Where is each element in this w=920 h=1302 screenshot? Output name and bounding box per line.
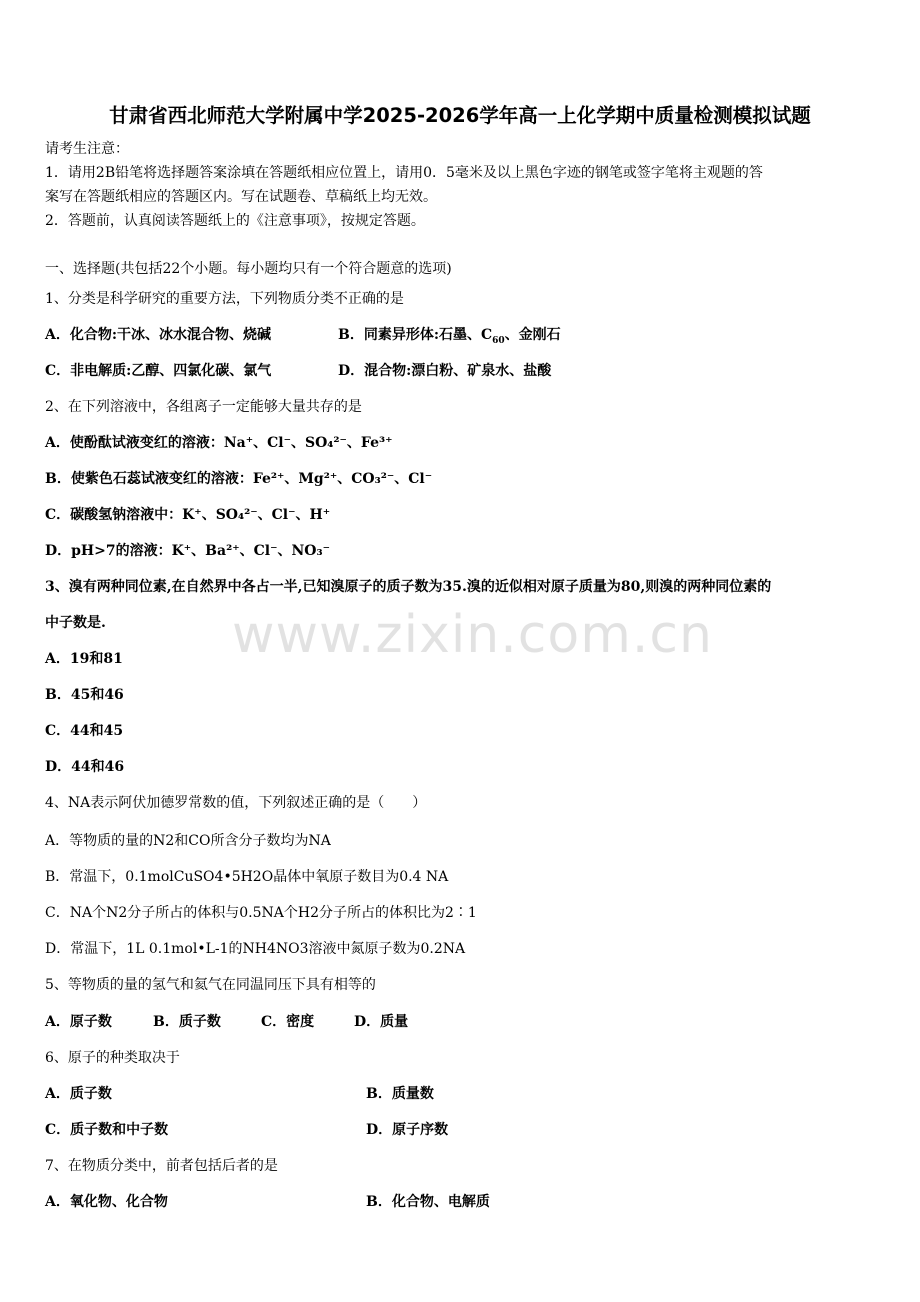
question-3-option-d: D．44和46 xyxy=(45,759,125,775)
notice-item-1-line-1: 1．请用2B铅笔将选择题答案涂填在答题纸相应位置上，请用0．5毫米及以上黑色字迹的钢笔或签字笔将主观题的答 xyxy=(45,165,763,181)
question-3-stem-line-2: 中子数是. xyxy=(45,615,106,631)
question-5-option-d: D．质量 xyxy=(354,1014,409,1030)
question-2-option-a: A．使酚酞试液变红的溶液：Na⁺、Cl⁻、SO₄²⁻、Fe³⁺ xyxy=(45,435,393,451)
question-2-option-b: B．使紫色石蕊试液变红的溶液：Fe²⁺、Mg²⁺、CO₃²⁻、Cl⁻ xyxy=(45,471,433,487)
question-1-option-b-text: B．同素异形体:石墨、C xyxy=(338,327,493,343)
question-5-option-a: A．原子数 xyxy=(45,1014,112,1030)
question-1-option-b xyxy=(338,326,561,344)
question-7-option-b: B．化合物、电解质 xyxy=(366,1194,490,1210)
question-3-option-c: C．44和45 xyxy=(45,723,124,739)
question-3-option-b: B．45和46 xyxy=(45,687,124,703)
question-6-option-b: B．质量数 xyxy=(366,1086,434,1102)
question-5-option-c: C．密度 xyxy=(261,1014,315,1030)
question-6-option-c: C．质子数和中子数 xyxy=(45,1122,169,1138)
question-6-option-a: A．质子数 xyxy=(45,1086,112,1102)
question-5-stem: 5、等物质的量的氢气和氦气在同温同压下具有相等的 xyxy=(45,977,376,993)
watermark: www.zixin.com.cn xyxy=(232,605,713,665)
question-4-stem: 4、NA表示阿伏加德罗常数的值，下列叙述正确的是（ ） xyxy=(45,795,427,811)
question-4-option-b: B．常温下，0.1molCuSO4•5H2O晶体中氧原子数目为0.4 NA xyxy=(45,869,449,885)
question-1-option-c: C．非电解质:乙醇、四氯化碳、氯气 xyxy=(45,363,272,379)
notice-item-1-line-2: 案写在答题纸相应的答题区内。写在试题卷、草稿纸上均无效。 xyxy=(45,189,437,205)
question-6-stem: 6、原子的种类取决于 xyxy=(45,1050,180,1066)
question-7-option-a: A．氧化物、化合物 xyxy=(45,1194,168,1210)
question-4-option-a: A．等物质的量的N2和CO所含分子数均为NA xyxy=(45,833,331,849)
question-6-option-d: D．原子序数 xyxy=(366,1122,449,1138)
question-2-stem: 2、在下列溶液中，各组离子一定能够大量共存的是 xyxy=(45,399,362,415)
question-5-option-b: B．质子数 xyxy=(153,1014,221,1030)
notice-item-2: 2．答题前，认真阅读答题纸上的《注意事项》，按规定答题。 xyxy=(45,213,425,229)
exam-title: 甘肃省西北师范大学附属中学2025-2026学年高一上化学期中质量检测模拟试题 xyxy=(109,104,811,127)
question-1-option-b-tail: 、金刚石 xyxy=(504,327,561,343)
question-2-option-d: D．pH>7的溶液：K⁺、Ba²⁺、Cl⁻、NO₃⁻ xyxy=(45,543,330,559)
question-1-option-a: A．化合物:干冰、冰水混合物、烧碱 xyxy=(45,327,272,343)
question-1-option-d: D．混合物:漂白粉、矿泉水、盐酸 xyxy=(338,363,552,379)
question-3-stem-line-1: 3、溴有两种同位素,在自然界中各占一半,已知溴原子的质子数为35.溴的近似相对原子质量为80,则溴的两种同位素的 xyxy=(45,579,772,595)
section-heading: 一、选择题(共包括22个小题。每小题均只有一个符合题意的选项) xyxy=(45,261,452,277)
question-4-option-d: D．常温下，1L 0.1mol•L-1的NH4NO3溶液中氮原子数为0.2NA xyxy=(45,941,466,957)
question-1-option-b-subscript: 60 xyxy=(492,335,505,346)
question-7-stem: 7、在物质分类中，前者包括后者的是 xyxy=(45,1158,278,1174)
question-4-option-c: C．NA个N2分子所占的体积与0.5NA个H2分子所占的体积比为2∶1 xyxy=(45,905,477,921)
notice-heading: 请考生注意： xyxy=(45,141,129,157)
question-1-stem: 1、分类是科学研究的重要方法，下列物质分类不正确的是 xyxy=(45,291,404,307)
question-2-option-c: C．碳酸氢钠溶液中：K⁺、SO₄²⁻、Cl⁻、H⁺ xyxy=(45,507,331,523)
question-3-option-a: A．19和81 xyxy=(45,651,123,667)
